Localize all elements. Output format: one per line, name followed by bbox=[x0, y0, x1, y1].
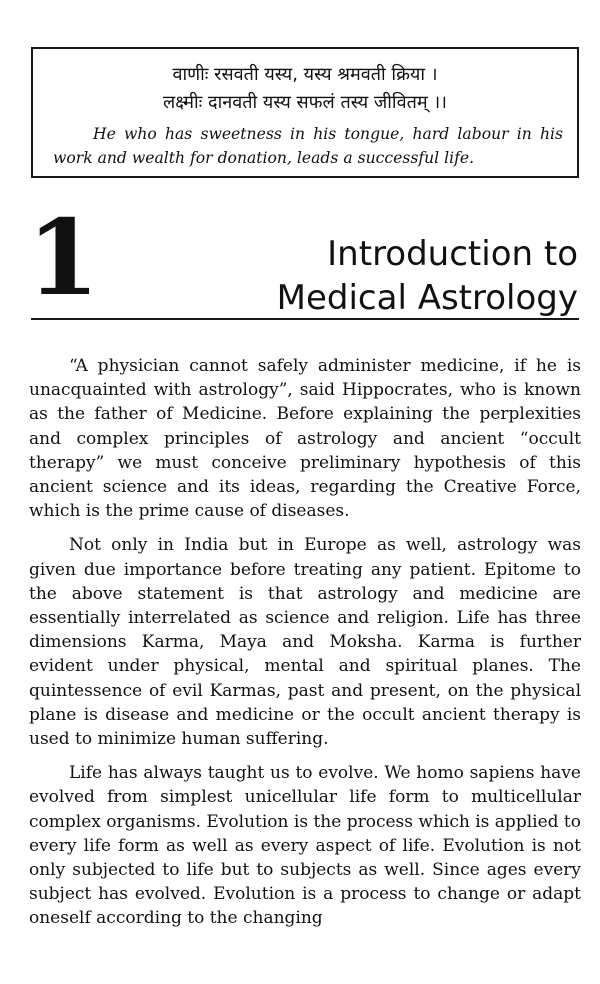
body-paragraph-2: Not only in India but in Europe as well, astrology was given due importance before treating any patient. Epitome to the above statement is that astrology and medicine are essentially interrelated as science and religion. Life has three dimensions Karma, Maya and Moksha. Karma is further evident under physical, mental and spiritual planes. The quintessence of evil Karmas, past and present, on the physical plane is disease and medicine or the occult ancient therapy is used to minimize human suffering. bbox=[29, 535, 581, 750]
chapter-number: 1 bbox=[27, 196, 98, 319]
title-divider bbox=[31, 318, 579, 320]
sanskrit-verse-line-1: वाणीः रसवती यस्य, यस्य श्रमवती क्रिया । bbox=[172, 64, 438, 85]
body-paragraph-3: Life has always taught us to evolve. We homo sapiens have evolved from simplest unicellular life form to multicellular complex organisms. Evolution is the process which is applied to every life form as well as every aspect of life. Evolution is not only subjected to life but to subjects as well. Since ages every subject has evolved. Evolution is a process to change or adapt oneself according to the changing bbox=[29, 763, 581, 929]
chapter-title-line-1: Introduction to bbox=[327, 234, 578, 274]
sanskrit-verse-line-2: लक्ष्मीः दानवती यस्य सफलं तस्य जीवितम् ।। bbox=[163, 92, 447, 113]
body-paragraph-1: “A physician cannot safely administer medicine, if he is unacquainted with astrology”, said Hippocrates, who is known as the father of Medicine. Before explaining the perplexities and complex principles of astrology and ancient “occult therapy” we must conceive preliminary hypothesis of this ancient science and its ideas, regarding the Creative Force, which is the prime cause of diseases. bbox=[29, 356, 581, 522]
chapter-title-line-2: Medical Astrology bbox=[276, 278, 578, 318]
epigraph-box bbox=[31, 47, 579, 178]
chapter-body bbox=[29, 354, 581, 931]
epigraph-translation: He who has sweetness in his tongue, hard labour in his work and wealth for donation, leads a successful life. bbox=[53, 125, 563, 167]
chapter-title bbox=[277, 232, 578, 320]
